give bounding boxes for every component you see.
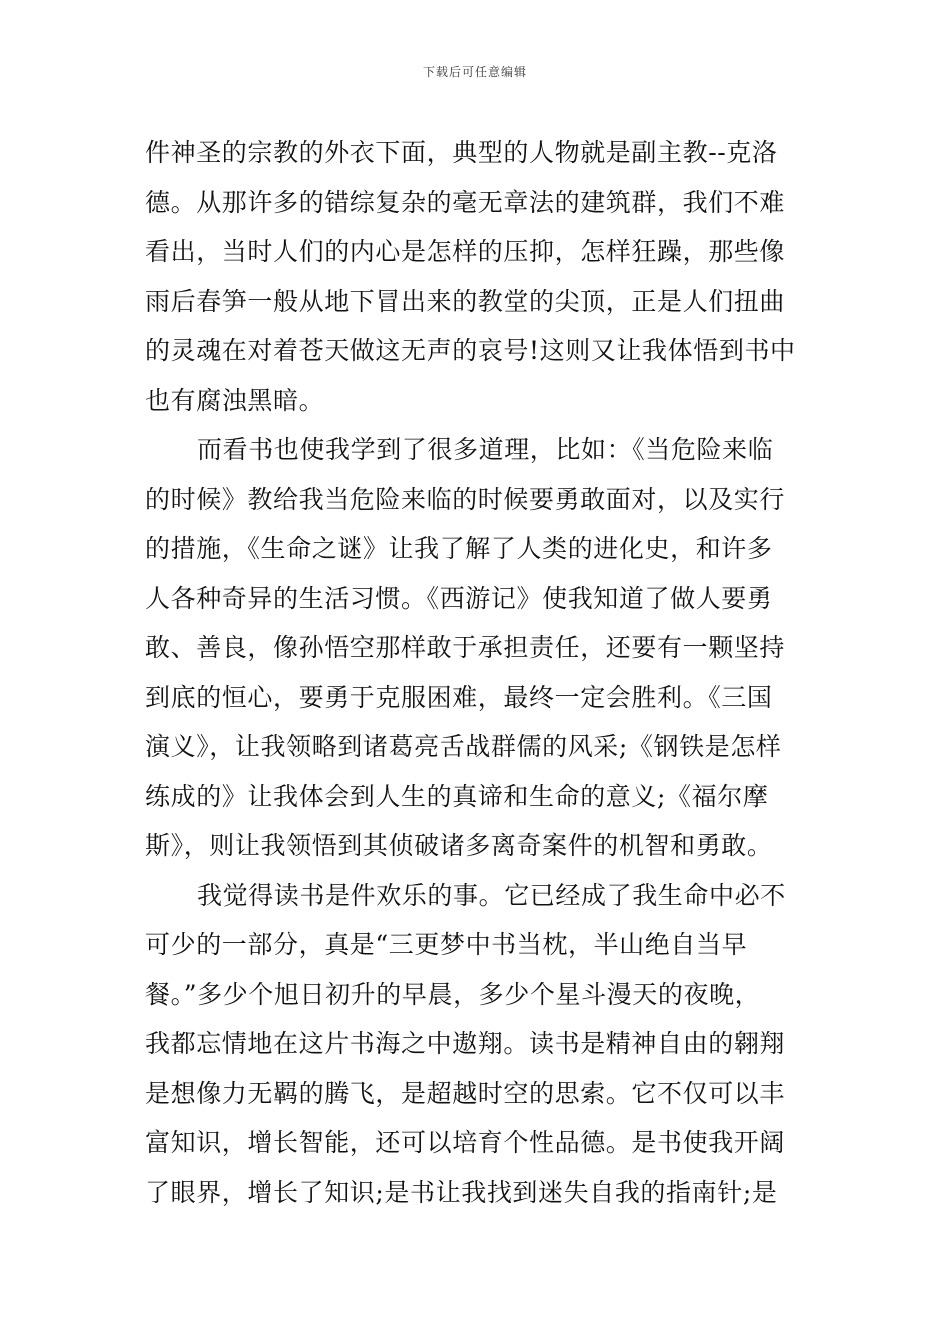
text-line: 到底的恒心，要勇于克服困难，最终一定会胜利。《三国 [145,682,773,712]
text-line: 的时候》教给我当危险来临的时候要勇敢面对，以及实行 [145,484,786,514]
text-line: 件神圣的宗教的外衣下面，典型的人物就是副主教--克洛 [145,138,778,167]
text-line: 我觉得读书是件欢乐的事。它已经成了我生命中必不 [197,880,786,910]
text-line: 了眼界，增长了知识;是书让我找到迷失自我的指南针;是 [145,1177,778,1207]
text-line: 演义》，让我领略到诸葛亮舌战群儒的风采;《钢铁是怎样 [145,732,782,761]
text-line: 富知识，增长智能，还可以培育个性品德。是书使我开阔 [145,1128,786,1157]
text-line: 人各种奇异的生活习惯。《西游记》使我知道了做人要勇 [145,583,773,613]
text-line: 是想像力无羁的腾飞，是超越时空的思索。它不仅可以丰 [145,1078,786,1108]
text-line: 敢、善良，像孙悟空那样敢于承担责任，还要有一颗坚持 [145,633,786,662]
text-line: 斯》，则让我领悟到其侦破诸多离奇案件的机智和勇敢。 [145,831,773,860]
text-line: 我都忘情地在这片书海之中遨翔。读书是精神自由的翱翔 [145,1029,786,1058]
text-line: 也有腐浊黑暗。 [145,385,325,415]
text-line: 餐。”多少个旭日初升的早晨，多少个星斗漫天的夜晚， [145,979,761,1009]
text-line: 看出，当时人们的内心是怎样的压抑，怎样狂躁，那些像 [145,237,786,266]
document-body [145,128,810,1217]
text-line: 练成的》让我体会到人生的真谛和生命的意义;《福尔摩 [145,781,769,811]
text-line: 而看书也使我学到了很多道理，比如：《当危险来临 [197,435,774,464]
text-line: 可少的一部分，真是“三更梦中书当枕，半山绝自当早 [145,930,748,959]
header-note: 下载后可任意编辑 [422,65,527,79]
text-line: 的措施，《生命之谜》让我了解了人类的进化史，和许多 [145,534,773,563]
text-line: 雨后春笋一般从地下冒出来的教堂的尖顶，正是人们扭曲 [145,286,786,316]
text-line: 的灵魂在对着苍天做这无声的哀号!这则又让我体悟到书中 [145,336,796,365]
text-line: 德。从那许多的错综复杂的毫无章法的建筑群，我们不难 [145,187,786,217]
